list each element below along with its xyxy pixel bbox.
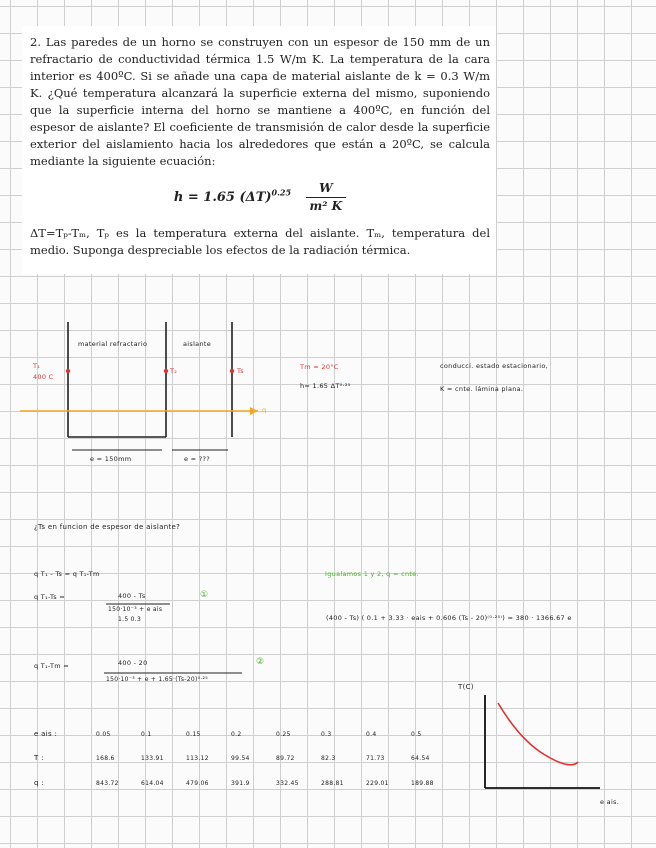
t1-point [66,369,70,373]
equation-units-num: W [306,180,347,198]
equation-mark-2: ② [256,657,265,667]
conduction-note: conducci. estado estacionario, [440,362,548,370]
equation-exponent: 0.25 [271,187,292,198]
graph-x-label: e ais. [600,798,620,806]
table-cell: 0.05 [96,731,111,738]
table-cell: 391.9 [231,780,250,787]
t1-label: T₁ [33,362,41,370]
table-cell: 89.72 [276,755,295,762]
table-cell: 0.15 [186,731,201,738]
combined-equation: (400 - Ts) ( 0.1 + 3.33 · eais + 0.606 (Ts - 20)⁽⁰·²⁵⁾) = 380 · 1366.67 e [326,614,572,622]
question-note: ¿Ts en funcion de espesor de aislante? [34,523,181,531]
q1-lhs: q T₁-Ts = [34,593,66,601]
table-cell: 0.25 [276,731,291,738]
k-constant-note: K = cnte. lámina plana. [440,385,524,393]
table-cell: 843.72 [96,780,119,787]
table-cell: 229.01 [366,780,389,787]
label-insulator: aislante [183,340,212,348]
q2-numerator: 400 - 20 [118,659,148,667]
t1-value: 400 C [33,373,54,381]
table-cell: 0.5 [411,731,422,738]
problem-paragraph-1: 2. Las paredes de un horno se construyen con un espesor de 150 mm de un refractario de conductividad térmica 1.5 W/m K. La temperatura de la cara interior es 400ºC. Si se añade una capa de material aislante de k = 0.3 W/m K. ¿Qué temperatura alcanzará la superficie externa del mismo, suponiendo que la superficie interna del horno se mantiene a 400ºC, en función del espesor de aislante? El coeficiente de transmisión de calor desde la superficie exterior del aislamiento hacia los alrededores que están a 20ºC, se calcula mediante la siguiente ecuación: [30,35,490,168]
equalize-note: Igualamos 1 y 2, q = cnte. [325,570,419,578]
q-balance: q T₁ - Ts = q T₁-Tm [34,570,100,578]
q1-denominator-k: 1.5 0.3 [118,616,142,623]
table-cell: 0.2 [231,731,242,738]
temperature-curve [498,703,578,765]
table-cell: 99.54 [231,755,250,762]
q-label: q [262,406,267,414]
table-cell: 189.88 [411,780,434,787]
ambient-temperature: Tm = 20°C [300,363,339,371]
table-row-label: q : [34,779,44,787]
thickness-insulator: e = ??? [184,455,211,463]
table-cell: 168.6 [96,755,115,762]
graph-y-label: T(C) [458,683,474,691]
table-cell: 479.06 [186,780,209,787]
label-refractory: material refractario [78,340,148,348]
table-cell: 82.3 [321,755,336,762]
table-cell: 0.1 [141,731,152,738]
table-cell: 133.91 [141,755,164,762]
ts-point [230,369,234,373]
ts-label: Ts [237,367,244,375]
table-cell: 113.12 [186,755,209,762]
table-cell: 64.54 [411,755,430,762]
table-cell: 0.4 [366,731,377,738]
equation-mark-1: ① [200,590,209,600]
table-cell: 332.45 [276,780,299,787]
table-row-label: e ais : [34,730,58,738]
q2-denominator: 150·10⁻³ + e + 1.65·(Ts-20)⁰·²⁵ [106,676,208,683]
heat-flow-arrowhead [250,407,258,415]
table-cell: 614.04 [141,780,164,787]
table-row-label: T : [34,754,44,762]
thickness-refractory: e = 150mm [90,455,132,463]
h-equation-note: h= 1.65 ΔT⁰·²⁵ [300,382,351,390]
q2-lhs: q T₁-Tm = [34,662,70,670]
equation-lhs: h = 1.65 (ΔT) [173,190,272,205]
table-cell: 288.81 [321,780,344,787]
t2-label: T₂ [170,367,178,375]
equation-units-den: m² K [309,199,343,213]
table-cell: 0.3 [321,731,332,738]
t2-point [164,369,168,373]
problem-paragraph-2: ΔT=Tₚ-Tₘ, Tₚ es la temperatura externa del aislante. Tₘ, temperatura del medio. Suponga despreciable los efectos de la radiación térmica. [30,226,490,257]
table-cell: 71.73 [366,755,385,762]
q1-numerator: 400 - Ts [118,592,146,600]
q1-denominator: 150·10⁻³ + e ais [108,606,163,613]
